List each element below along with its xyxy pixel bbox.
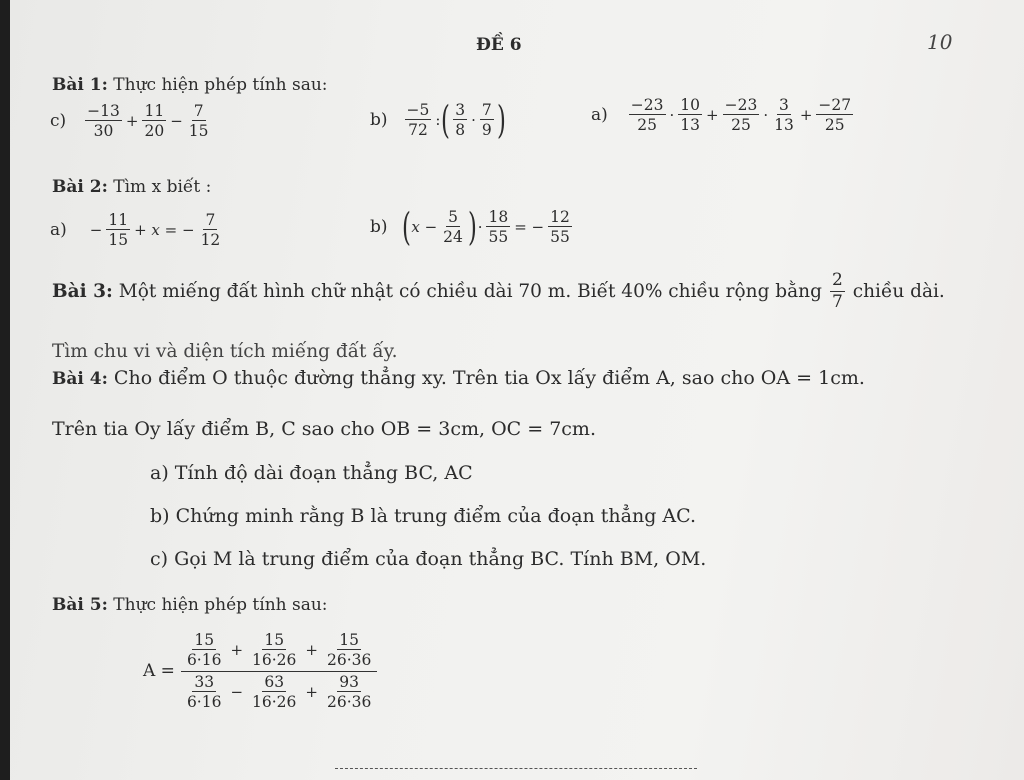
operator: − — [89, 221, 103, 240]
left-paren: ( — [441, 98, 451, 142]
operator: + — [305, 682, 318, 701]
operator: · — [477, 218, 483, 236]
operator: − — [170, 112, 183, 131]
fraction: $\frac{7}{12}$ — [200, 211, 221, 250]
bai2-a-label: a) — [50, 220, 67, 241]
bai2-label: Bài 2: — [52, 177, 108, 197]
bai2-text: Tìm x biết : — [113, 177, 212, 197]
operator: + — [125, 112, 139, 131]
bai1-text: Thực hiện phép tính sau: — [113, 75, 328, 95]
bai3-line2: Tìm chu vi và diện tích miếng đất ấy. — [52, 341, 398, 362]
fraction: $\frac{2}{7}$ — [831, 270, 843, 312]
fraction: $\frac{3}{13}$ — [774, 96, 794, 135]
operator: + — [305, 641, 318, 660]
fraction: $\frac{-13}{30}$ — [87, 102, 120, 141]
bai5-label: Bài 5: — [52, 595, 108, 615]
fraction: $\frac{-5}{72}$ — [406, 100, 430, 139]
operator: + x = − — [134, 221, 195, 240]
bai3-text: Một miếng đất hình chữ nhật có chiều dài 70 m. Biết 40% chiều rộng bằng — [118, 281, 822, 303]
bai4-line2: Trên tia Oy lấy điểm B, C sao cho OB = 3cm, OC = 7cm. — [52, 418, 596, 440]
fraction: $\frac{11}{20}$ — [144, 102, 165, 141]
fraction: $\frac{33}{6\cdot 16}$ — [186, 672, 222, 711]
fraction: $\frac{12}{55}$ — [550, 207, 570, 246]
bai3-text-end: chiều dài. — [852, 281, 945, 303]
left-paren: ( — [401, 205, 411, 249]
fraction: $\frac{10}{13}$ — [680, 96, 701, 135]
bai1-heading — [52, 75, 328, 95]
operator: + — [230, 641, 244, 660]
operator: · — [669, 106, 675, 125]
fraction: $\frac{18}{55}$ — [488, 207, 509, 246]
variable-x: x − — [411, 218, 438, 236]
big-fraction — [181, 632, 377, 710]
operator: · — [763, 106, 769, 125]
right-paren: ) — [496, 98, 506, 142]
bai2-b-label: b) — [370, 217, 388, 237]
bai4-item-b: b) Chứng minh rằng B là trung điểm của đoạn thẳng AC. — [150, 505, 697, 527]
bai2-part-b — [370, 205, 575, 249]
big-fraction-numerator — [181, 632, 377, 671]
exam-paper — [10, 0, 1024, 780]
bai1-b-label: b) — [370, 110, 388, 130]
bai4-item-c: c) Gọi M là trung điểm của đoạn thẳng BC. Tính BM, OM. — [150, 548, 707, 570]
bai5-expression — [143, 632, 377, 710]
operator: · — [471, 111, 476, 129]
operator: = − — [514, 218, 545, 236]
bai1-part-c — [50, 103, 214, 140]
bai2-part-a — [50, 212, 225, 249]
bai4-label: Bài 4: — [52, 369, 108, 389]
big-fraction-denominator — [181, 672, 377, 711]
bottom-divider — [335, 768, 697, 769]
bai1-part-a — [591, 97, 856, 134]
fraction: $\frac{5}{24}$ — [443, 207, 463, 246]
bai5-lhs: A = — [143, 661, 175, 682]
exam-title: ĐỀ 6 — [476, 35, 522, 55]
right-paren: ) — [467, 205, 477, 249]
fraction: $\frac{15}{26\cdot 36}$ — [326, 631, 372, 670]
bai1-a-label: a) — [591, 105, 608, 126]
fraction: $\frac{-27}{25}$ — [818, 96, 852, 135]
bai1-label: Bài 1: — [52, 75, 108, 95]
bai3-label: Bài 3: — [52, 281, 113, 303]
operator: : — [435, 111, 441, 129]
handwritten-score: 10 — [927, 30, 953, 54]
fraction: $\frac{7}{9}$ — [481, 100, 492, 139]
bai5-heading — [52, 595, 328, 615]
bai4-text: Cho điểm O thuộc đường thẳng xy. Trên tia Ox lấy điểm A, sao cho OA = 1cm. — [113, 367, 865, 389]
bai4-item-a: a) Tính độ dài đoạn thẳng BC, AC — [150, 462, 473, 484]
fraction: $\frac{-23}{25}$ — [630, 96, 664, 135]
bai3-line1 — [52, 272, 945, 312]
fraction: $\frac{-23}{25}$ — [724, 96, 758, 135]
bai4-line1 — [52, 367, 865, 389]
bai1-c-label: c) — [50, 111, 67, 132]
fraction: $\frac{7}{15}$ — [188, 102, 209, 141]
operator: + — [799, 106, 813, 125]
bai5-text: Thực hiện phép tính sau: — [113, 595, 328, 615]
fraction: $\frac{15}{16\cdot 26}$ — [252, 631, 297, 670]
fraction: $\frac{11}{15}$ — [108, 211, 129, 250]
operator: − — [230, 682, 244, 701]
fraction: $\frac{93}{26\cdot 36}$ — [326, 672, 372, 711]
bai2-heading — [52, 177, 211, 197]
fraction: $\frac{3}{8}$ — [455, 100, 466, 139]
operator: + — [706, 106, 719, 125]
fraction: $\frac{15}{6\cdot 16}$ — [186, 631, 222, 670]
fraction: $\frac{63}{16\cdot 26}$ — [252, 672, 297, 711]
bai1-part-b — [370, 98, 506, 142]
